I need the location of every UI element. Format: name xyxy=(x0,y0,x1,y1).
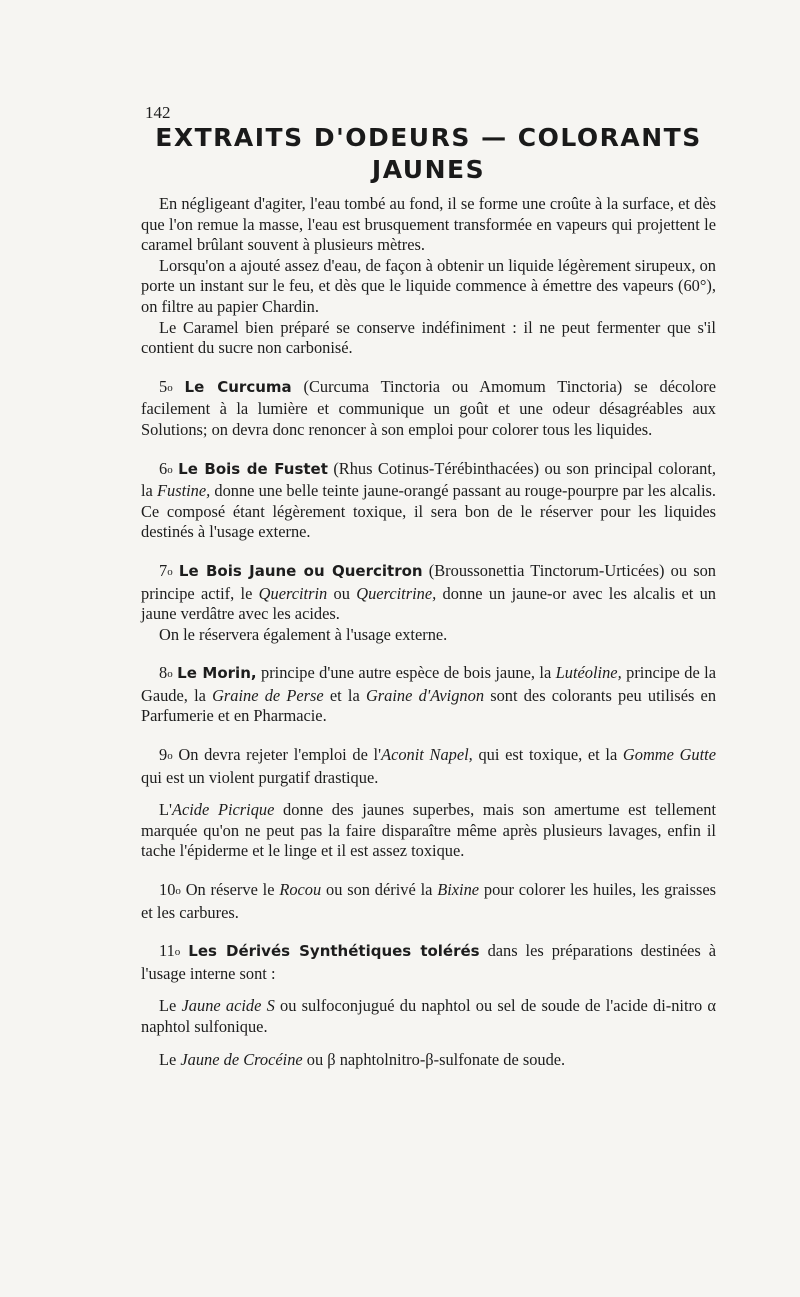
section-jaune-acide xyxy=(141,996,716,1037)
paragraph xyxy=(141,663,716,727)
paragraph xyxy=(141,996,716,1037)
section-rocou xyxy=(141,880,716,923)
section-aconit xyxy=(141,745,716,788)
italic-term: Acide Picrique xyxy=(171,800,275,820)
ordinal-mark: o xyxy=(167,565,173,578)
italic-term: Quercitrin xyxy=(258,583,328,603)
paragraph xyxy=(141,745,716,788)
italic-term: Fustine, xyxy=(156,481,211,501)
section-fustet xyxy=(141,459,716,543)
text-run: principe d'une autre espèce de bois jaune, la xyxy=(256,663,556,683)
section-number: 9 xyxy=(159,745,168,765)
section-heading: Le Bois de Fustet xyxy=(178,459,328,478)
section-number: 5 xyxy=(159,376,168,396)
text-run: Le xyxy=(159,1049,181,1069)
italic-term: Bixine xyxy=(437,880,480,900)
text-run: donne des jaunes superbes, mais son amertume est tellement marquée qu'on ne peut pas la faire disparaître même après plusieurs lavages, enfin il tache l'épiderme et le linge et il est assez toxique. xyxy=(141,800,716,861)
italic-term: Graine de Perse xyxy=(212,685,324,705)
text-run: (Curcuma Tinctoria ou Amomum Tinctoria) se décolore facilement à la lumière et communique un goût et une odeur désagréables aux Solutions; on devra donc renoncer à son emploi pour colorer tous les liquides. xyxy=(141,376,716,439)
text-run: On réserve le xyxy=(180,880,280,900)
text-run: et la xyxy=(323,685,366,705)
text-run: On devra rejeter l'emploi de l' xyxy=(172,745,382,765)
text-run: ou xyxy=(327,583,357,603)
section-number: 7 xyxy=(159,560,168,580)
paragraph: En négligeant d'agiter, l'eau tombé au fond, il se forme une croûte à la surface, et dès que l'on remue la masse, l'eau est brusquement transformée en vapeurs qui projettent le caramel brûlant souvent à plusieurs mètres. xyxy=(141,194,716,255)
text-run: (Rhus Cotinus-Térébinthacées) ou son principal colorant, la xyxy=(141,458,716,501)
title-line-1: EXTRAITS D'ODEURS — COLORANTS xyxy=(155,123,702,152)
text-run: (Broussonettia Tinctorum-Urticées) ou son principe actif, le xyxy=(141,560,716,603)
section-derives-synthetiques xyxy=(141,941,716,984)
section-heading: Le Morin, xyxy=(177,664,257,683)
italic-term: Quercitrine, xyxy=(356,583,437,603)
title-line-2: JAUNES xyxy=(371,155,486,184)
italic-term: Lutéoline, xyxy=(555,663,622,683)
ordinal-mark: o xyxy=(167,668,173,681)
text-run: donne une belle teinte jaune-orangé passant au rouge-pourpre par les alcalis. Ce composé étant légèrement toxique, il sera bon de le réserver pour les liquides destinés à l'usage externe. xyxy=(141,481,716,542)
paragraph xyxy=(141,377,716,441)
section-morin xyxy=(141,663,716,727)
paragraph: On le réservera également à l'usage externe. xyxy=(159,624,448,644)
section-acide-picrique xyxy=(141,800,716,862)
ordinal-mark: o xyxy=(167,463,173,476)
ordinal-mark: o xyxy=(167,750,173,763)
text-run: dans les préparations destinées à l'usage interne sont : xyxy=(141,941,716,983)
page-number: 142 xyxy=(145,103,171,122)
paragraph xyxy=(141,941,716,984)
paragraph xyxy=(141,800,716,862)
section-number: 11 xyxy=(159,941,175,961)
text-run: L' xyxy=(159,800,172,820)
section-number: 10 xyxy=(159,880,176,900)
text-run: ou β naphtolnitro-β-sulfonate de soude. xyxy=(302,1049,566,1069)
section-heading: Le Bois Jaune ou Quercitron xyxy=(178,561,423,580)
ordinal-mark: o xyxy=(175,885,181,898)
text-run: sont des colorants peu utilisés en Parfumerie et en Pharmacie. xyxy=(141,685,717,726)
text-run: qui est un violent purgatif drastique. xyxy=(141,767,379,787)
paragraph xyxy=(141,459,716,543)
italic-term: Aconit Napel, xyxy=(381,745,473,765)
section-heading: Le Curcuma xyxy=(184,377,292,396)
text-run: qui est toxique, et la xyxy=(472,745,623,765)
paragraph xyxy=(141,1050,716,1071)
section-number: 6 xyxy=(159,458,168,478)
italic-term: Jaune de Crocéine xyxy=(180,1049,303,1069)
text-run: ou son dérivé la xyxy=(321,880,438,900)
paragraph xyxy=(141,880,716,923)
section-quercitron xyxy=(141,561,716,645)
paragraph xyxy=(141,561,716,625)
paragraph: Le Caramel bien préparé se conserve indéfiniment : il ne peut fermenter que s'il contient du sucre non carbonisé. xyxy=(141,317,716,358)
ordinal-mark: o xyxy=(174,946,181,959)
text-run: ou sulfoconjugué du naphtol ou sel de soude de l'acide di-nitro α naphtol sulfonique. xyxy=(141,996,717,1036)
section-curcuma xyxy=(141,377,716,441)
italic-term: Rocou xyxy=(279,880,322,900)
text-run: donne un jaune-or avec les alcalis et un jaune verdâtre avec les acides. xyxy=(141,583,716,624)
text-run: Le xyxy=(159,996,182,1016)
caramel-section xyxy=(141,194,716,359)
italic-term: Gomme Gutte xyxy=(622,745,716,765)
text-run: pour colorer les huiles, les graisses et les carbures. xyxy=(141,880,716,922)
ordinal-mark: o xyxy=(167,381,173,394)
section-croceine xyxy=(141,1050,716,1071)
paragraph: Lorsqu'on a ajouté assez d'eau, de façon à obtenir un liquide légèrement sirupeux, on porte un instant sur le feu, et dès que le liquide commence à émettre des vapeurs (60°), on filtre au papier Chardin. xyxy=(141,255,716,316)
section-heading: Les Dérivés Synthétiques tolérés xyxy=(188,942,480,961)
italic-term: Graine d'Avignon xyxy=(365,685,485,705)
page-title xyxy=(141,122,716,186)
text-run: principe de la Gaude, la xyxy=(141,663,716,705)
italic-term: Jaune acide S xyxy=(181,996,275,1016)
section-number: 8 xyxy=(159,663,168,683)
